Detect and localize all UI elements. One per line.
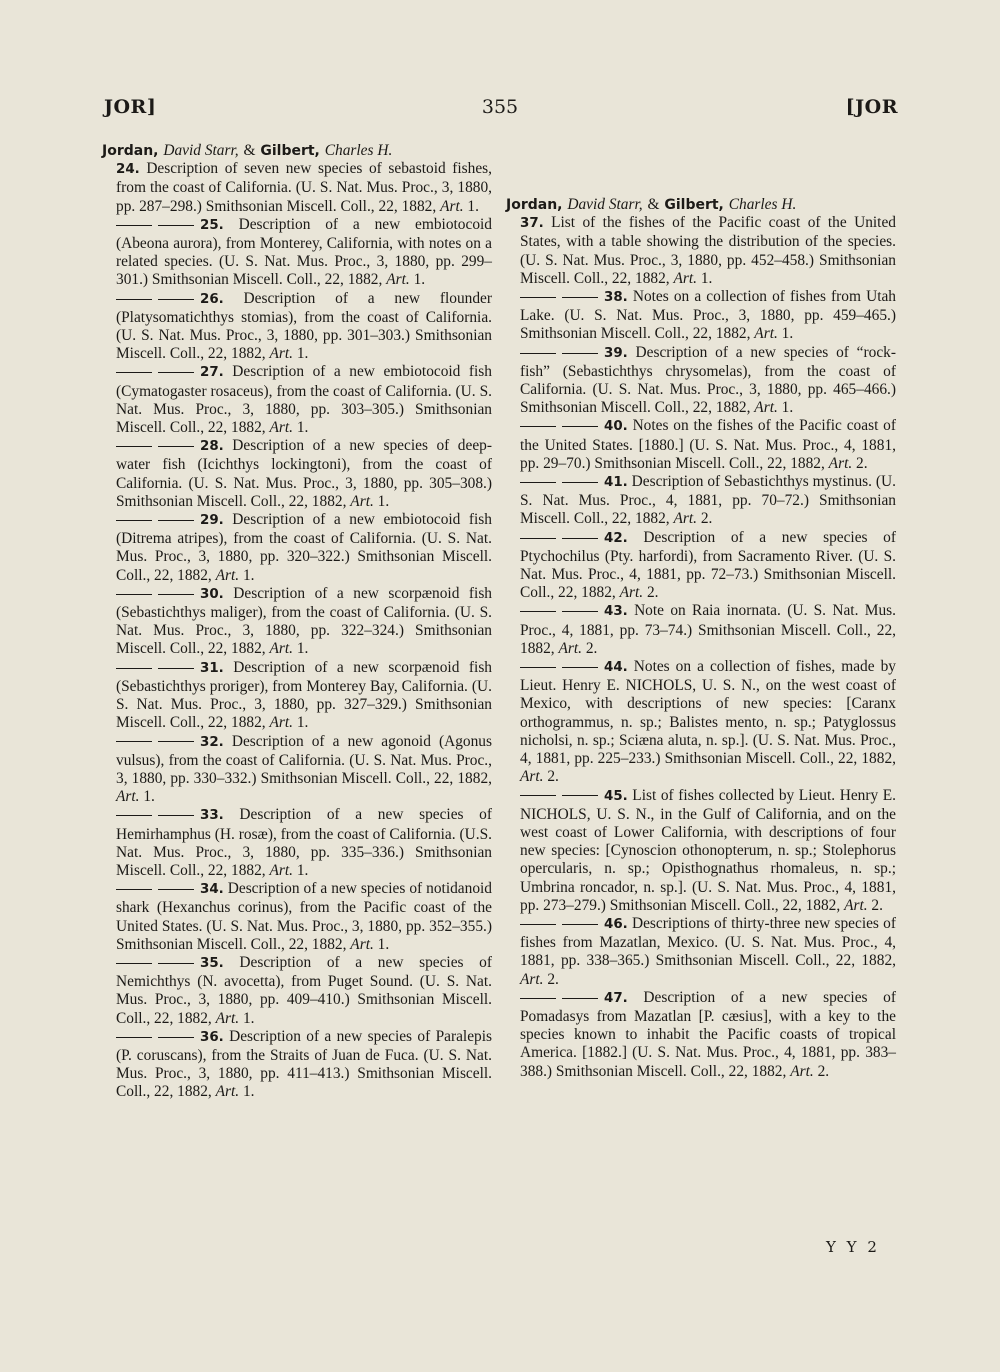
entry-art: Art.: [754, 325, 778, 343]
author-header: [102, 142, 492, 160]
entry-text: Description of Sebastichthys mystinus. (U. S. Nat. Mus. Proc., 4, 1881, pp. 70–72.) Smithsonian Miscell. Coll., 22, 1882,: [520, 473, 896, 528]
entry-text: Description of a new species of Hemirhamphus (H. rosæ), from the coast of California. (U.S. Nat. Mus. Proc., 3, 1880, pp. 335–336.) Smithsonian Miscell. Coll., 22, 1882,: [116, 806, 492, 879]
ditto-dash: [520, 538, 556, 539]
bib-entry: [116, 954, 492, 1028]
ditto-dash: [116, 963, 152, 964]
ditto-dash: [116, 889, 152, 890]
entry-number: 25.: [200, 217, 224, 233]
ditto-dash: [520, 924, 556, 925]
ditto-dash: [116, 372, 152, 373]
entry-number: 29.: [200, 513, 224, 529]
ditto-dash: [116, 299, 152, 300]
entry-text: Description of a new embiotocoid (Abeona aurora), from Monterey, California, with notes on a related species. (U. S. Nat. Mus. Proc., 3, 1880, pp. 299–301.) Smithsonian Miscell. Coll., 22, 1882,: [116, 215, 492, 289]
ditto-dash: [116, 668, 152, 669]
entry-tail: 2.: [867, 896, 883, 914]
entry-art: Art.: [440, 197, 464, 215]
bib-entry: [520, 787, 896, 915]
bib-entry: [116, 363, 492, 437]
entry-text: Notes on the fishes of the Pacific coast of the United States. [1880.] (U. S. Nat. Mus. Proc., 4, 1881, pp. 29–70.) Smithsonian Miscell. Coll., 22, 1882,: [520, 417, 896, 472]
continued-spacer: [520, 142, 896, 196]
entry-tail: 2.: [643, 584, 659, 602]
entry-text: Description of a new species of Paralepis (P. coruscans), from the Straits of Juan de Fuca. (U. S. Nat. Mus. Proc., 3, 1880, pp. 411–413.) Smithsonian Miscell. Coll., 22, 1882,: [116, 1027, 492, 1101]
entry-art: Art.: [828, 454, 853, 472]
ditto-dash: [520, 426, 556, 427]
entry-art: Art.: [215, 566, 240, 584]
entry-number: 42.: [604, 530, 628, 546]
entry-number: 47.: [604, 990, 628, 1006]
entry-art: Art.: [520, 768, 544, 786]
entry-tail: 1.: [239, 1009, 255, 1027]
entry-number: 38.: [604, 290, 628, 306]
ditto-dash: [116, 741, 152, 742]
entry-art: Art.: [790, 1062, 814, 1080]
entry-art: Art.: [520, 970, 544, 988]
bib-entry: [116, 511, 492, 585]
entry-text: Description of a new species of “rock-fish” (Sebastichthys chrysomelas), from the coast of California. (U. S. Nat. Mus. Proc., 3, 1880, pp. 465–466.) Smithsonian Miscell. Coll., 22, 1882,: [520, 343, 896, 417]
entry-text: List of fishes collected by Lieut. Henry E. NICHOLS, U. S. N., in the Gulf of California, and on the west coast of Lower California, with descriptions of four new species: [Cynoscion othonopterum, n. sp.; Stolephorus opercularis, n. sp.; Opisthognathus rhomaleus, n. sp.; Umbrina roncador, n. sp.]. (U. S. Nat. Mus. Proc., 4, 1881, pp. 273–279.) Smithsonian Miscell. Coll., 22, 1882,: [520, 786, 896, 914]
entry-number: 28.: [200, 439, 224, 455]
ditto-dash: [562, 297, 598, 298]
entry-number: 24.: [116, 162, 140, 178]
entry-text: Description of a new species of Ptychochilus (Pty. harfordi), from Sacramento River. (U. S. Nat. Mus. Proc., 4, 1881, pp. 72–73.) Smithsonian Miscell. Coll., 22, 1882,: [520, 528, 896, 602]
ditto-dash: [562, 795, 598, 796]
entry-number: 36.: [200, 1029, 224, 1045]
ditto-dash: [562, 426, 598, 427]
ampersand: &: [647, 196, 660, 213]
entry-text: Description of a new species of notidanoid shark (Hexanchus corinus), from the Pacific coast of the United States. (U. S. Nat. Mus. Proc., 3, 1880, pp. 352–355.) Smithsonian Miscell. Coll., 22, 1882,: [116, 880, 492, 953]
bib-entry: [520, 288, 896, 344]
entry-number: 35.: [200, 955, 224, 971]
bib-entry: [520, 529, 896, 603]
entry-number: 37.: [520, 216, 544, 232]
page-number: 355: [481, 96, 519, 118]
ditto-dash: [520, 998, 556, 999]
entry-art: Art.: [754, 399, 778, 417]
ditto-dash: [158, 299, 194, 300]
ditto-dash: [158, 963, 194, 964]
entry-number: 45.: [604, 788, 628, 804]
entry-tail: 1.: [293, 419, 309, 437]
entry-text: Descriptions of thirty-three new species of fishes from Mazatlan, Mexico. (U. S. Nat. Mus. Proc., 4, 1881, pp. 338–365.) Smithsonian Miscell. Coll., 22, 1882,: [520, 914, 896, 970]
bib-entry: [520, 417, 896, 473]
entry-tail: 1.: [293, 640, 309, 658]
running-head-right: [JOR: [845, 96, 898, 118]
ditto-dash: [158, 520, 194, 521]
entry-text: Notes on a collection of fishes, made by Lieut. Henry E. NICHOLS, U. S. N., on the west coast of Mexico, with descriptions of new species: [Caranx orthogrammus, n. sp.; Balistes mento, n. sp.; Patyglossus nicholsi, n. sp.; Sciæna aluta, n. sp.]. (U. S. Nat. Mus. Proc., 4, 1881, pp. 225–233.) Smithsonian Miscell. Coll., 22, 1882,: [520, 658, 896, 768]
entry-art: Art.: [386, 271, 410, 289]
ditto-dash: [520, 611, 556, 612]
author-surname: Jordan,: [506, 197, 563, 213]
entry-tail: 2.: [543, 970, 559, 988]
ditto-dash: [520, 667, 556, 668]
entry-tail: 2.: [543, 768, 559, 786]
bib-entry: [116, 290, 492, 364]
author-header: [506, 196, 896, 214]
entry-tail: 1.: [373, 935, 390, 953]
coauthor-given-name: Charles H.: [324, 142, 393, 159]
ditto-dash: [520, 795, 556, 796]
entry-tail: 1.: [777, 325, 794, 343]
ditto-dash: [562, 998, 598, 999]
entry-tail: 1.: [777, 399, 794, 417]
entry-number: 30.: [200, 586, 224, 602]
ditto-dash: [116, 520, 152, 521]
entry-art: Art.: [350, 492, 374, 510]
entry-tail: 1.: [373, 492, 390, 510]
bib-entry: [116, 437, 492, 511]
ditto-dash: [158, 889, 194, 890]
ditto-dash: [520, 482, 556, 483]
entry-art: Art.: [269, 640, 293, 658]
entry-art: Art.: [350, 935, 374, 953]
author-given-name: David Starr,: [163, 142, 239, 159]
entry-tail: 1.: [293, 714, 309, 732]
right-column: [506, 142, 896, 1081]
ditto-dash: [562, 353, 598, 354]
left-column: [102, 142, 492, 1102]
entry-tail: 1.: [463, 197, 479, 215]
ditto-dash: [158, 1037, 194, 1038]
ditto-dash: [562, 924, 598, 925]
bib-entry: [520, 344, 896, 418]
entry-tail: 1.: [293, 345, 309, 363]
ampersand: &: [243, 142, 256, 159]
entry-art: Art.: [673, 269, 697, 287]
entry-tail: 1.: [239, 1083, 255, 1101]
entry-number: 32.: [200, 734, 224, 750]
bib-entry: [116, 585, 492, 659]
entry-text: Description of a new species of Nemichthys (N. avocetta), from Puget Sound. (U. S. Nat. Mus. Proc., 3, 1880, pp. 409–410.) Smithsonian Miscell. Coll., 22, 1882,: [116, 953, 492, 1027]
ditto-dash: [158, 372, 194, 373]
entry-number: 34.: [200, 882, 224, 898]
entry-text: Description of a new species of deep-water fish (Icichthys lockingtoni), from the coast of California. (U. S. Nat. Mus. Proc., 3, 1880, pp. 305–308.) Smithsonian Miscell. Coll., 22, 1882,: [116, 437, 492, 510]
ditto-dash: [116, 594, 152, 595]
entry-tail: 1.: [139, 788, 155, 806]
entry-tail: 1.: [409, 271, 426, 289]
ditto-dash: [520, 297, 556, 298]
ditto-dash: [562, 667, 598, 668]
coauthor-surname: Gilbert,: [260, 143, 320, 159]
bib-entry: [116, 880, 492, 954]
ditto-dash: [562, 538, 598, 539]
entry-art: Art.: [269, 714, 293, 732]
bib-entry: [116, 733, 492, 807]
entry-number: 27.: [200, 365, 224, 381]
entry-text: Description of seven new species of sebastoid fishes, from the coast of California. (U. S. Nat. Mus. Proc., 3, 1880, pp. 287–298.) Smithsonian Miscell. Coll., 22, 1882,: [116, 160, 492, 215]
entry-tail: 1.: [239, 566, 255, 584]
entry-tail: 2.: [813, 1062, 830, 1080]
entry-text: Description of a new scorpænoid fish (Sebastichthys proriger), from Monterey Bay, California. (U. S. Nat. Mus. Proc., 3, 1880, pp. 327–329.) Smithsonian Miscell. Coll., 22, 1882,: [116, 658, 492, 732]
bib-entry: [520, 915, 896, 989]
entry-tail: 1.: [293, 861, 309, 879]
entry-art: Art.: [215, 1009, 240, 1027]
entry-art: Art.: [619, 584, 644, 602]
ditto-dash: [158, 225, 194, 226]
entry-number: 41.: [604, 475, 628, 491]
entry-text: Notes on a collection of fishes from Utah Lake. (U. S. Nat. Mus. Proc., 3, 1880, pp. 459–465.) Smithsonian Miscell. Coll., 22, 1882,: [520, 288, 896, 343]
bib-entry: [116, 806, 492, 880]
entry-art: Art.: [269, 345, 293, 363]
coauthor-surname: Gilbert,: [664, 197, 724, 213]
entry-text: Description of a new embiotocoid fish (Ditrema atripes), from the coast of California. (U. S. Nat. Mus. Proc., 3, 1880, pp. 320–322.) Smithsonian Miscell. Coll., 22, 1882,: [116, 511, 492, 584]
entry-number: 26.: [200, 291, 224, 307]
signature-mark: Y Y 2: [826, 1238, 880, 1256]
entry-number: 40.: [604, 419, 628, 435]
bib-entry: [520, 658, 896, 786]
ditto-dash: [116, 446, 152, 447]
entry-art: Art.: [844, 896, 868, 914]
entry-tail: 2.: [697, 510, 713, 528]
entry-number: 46.: [604, 916, 628, 932]
entry-art: Art.: [673, 510, 697, 528]
entry-art: Art.: [269, 419, 293, 437]
ditto-dash: [520, 353, 556, 354]
entry-text: Description of a new species of Pomadasys from Mazatlan [P. cæsius], with a key to the species known to inhabit the Pacific coasts of tropical America. [1882.] (U. S. Nat. Mus. Proc., 4, 1881, pp. 383–388.) Smithsonian Miscell. Coll., 22, 1882,: [520, 988, 896, 1080]
running-head-left: JOR]: [104, 96, 157, 118]
author-surname: Jordan,: [102, 143, 159, 159]
ditto-dash: [158, 446, 194, 447]
bib-entry: [520, 473, 896, 529]
ditto-dash: [116, 815, 152, 816]
entry-text: Description of a new embiotocoid fish (Cymatogaster rosaceus), from the coast of California. (U. S. Nat. Mus. Proc., 3, 1880, pp. 303–305.) Smithsonian Miscell. Coll., 22, 1882,: [116, 363, 492, 437]
ditto-dash: [116, 225, 152, 226]
ditto-dash: [158, 741, 194, 742]
entry-number: 31.: [200, 660, 224, 676]
bib-entry: [116, 1028, 492, 1102]
running-head: [0, 96, 1000, 124]
entry-number: 43.: [604, 604, 628, 620]
author-given-name: David Starr,: [567, 196, 643, 213]
ditto-dash: [158, 668, 194, 669]
entry-number: 39.: [604, 345, 628, 361]
bib-entry: [520, 989, 896, 1081]
ditto-dash: [158, 815, 194, 816]
entry-text: Description of a new agonoid (Agonus vulsus), from the coast of California. (U. S. Nat. Mus. Proc., 3, 1880, pp. 330–332.) Smithsonian Miscell. Coll., 22, 1882,: [116, 732, 492, 787]
ditto-dash: [562, 482, 598, 483]
entry-text: List of the fishes of the Pacific coast of the United States, with a table showing the distribution of the species. (U. S. Nat. Mus. Proc., 3, 1880, pp. 452–458.) Smithsonian Miscell. Coll., 22, 1882,: [520, 214, 896, 287]
entry-tail: 2.: [852, 454, 868, 472]
bib-entry: [520, 214, 896, 288]
entry-text: Note on Raia inornata. (U. S. Nat. Mus. Proc., 4, 1881, pp. 73–74.) Smithsonian Miscell. Coll., 22, 1882,: [520, 602, 896, 657]
bib-entry: [116, 216, 492, 290]
coauthor-given-name: Charles H.: [728, 196, 797, 213]
entry-text: Description of a new flounder (Platysomatichthys stomias), from the coast of California. (U. S. Nat. Mus. Proc., 3, 1880, pp. 301–303.) Smithsonian Miscell. Coll., 22, 1882,: [116, 289, 492, 363]
entry-art: Art.: [116, 788, 140, 806]
entry-number: 44.: [604, 660, 628, 676]
ditto-dash: [158, 594, 194, 595]
entry-tail: 2.: [582, 639, 598, 657]
ditto-dash: [116, 1037, 152, 1038]
ditto-dash: [562, 611, 598, 612]
bib-entry: [116, 160, 492, 216]
entry-art: Art.: [215, 1083, 240, 1101]
entry-text: Description of a new scorpænoid fish (Sebastichthys maliger), from the coast of California. (U. S. Nat. Mus. Proc., 3, 1880, pp. 322–324.) Smithsonian Miscell. Coll., 22, 1882,: [116, 584, 492, 658]
bib-entry: [520, 602, 896, 658]
entry-tail: 1.: [697, 269, 713, 287]
entry-art: Art.: [558, 639, 582, 657]
bib-entry: [116, 659, 492, 733]
entry-art: Art.: [269, 861, 293, 879]
entry-number: 33.: [200, 808, 224, 824]
